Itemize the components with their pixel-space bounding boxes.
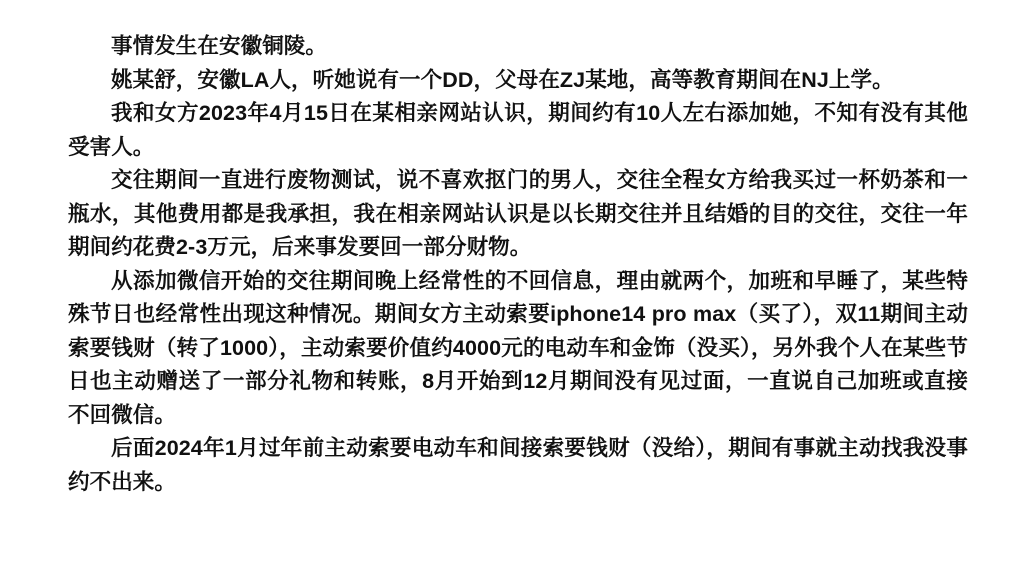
- paragraph-4: 交往期间一直进行废物测试，说不喜欢抠门的男人，交往全程女方给我买过一杯奶茶和一瓶水，其他费用都是我承担，我在相亲网站认识是以长期交往并且结婚的目的交往，交往一年期间约花费2-3万元，后来事发要回一部分财物。: [68, 168, 968, 259]
- paragraph-6: 后面2024年1月过年前主动索要电动车和间接索要钱财（没给），期间有事就主动找我没事约不出来。: [68, 436, 968, 494]
- paragraph-2: 姚某舒，安徽LA人，听她说有一个DD，父母在ZJ某地，高等教育期间在NJ上学。: [111, 67, 894, 92]
- paragraph-1: 事情发生在安徽铜陵。: [111, 34, 328, 58]
- paragraph-3: 我和女方2023年4月15日在某相亲网站认识，期间约有10人左右添加她，不知有没有其他受害人。: [68, 101, 968, 159]
- document-text-block: [68, 30, 968, 499]
- paragraph-5: 从添加微信开始的交往期间晚上经常性的不回信息，理由就两个，加班和早睡了，某些特殊节日也经常性出现这种情况。期间女方主动索要iphone14 pro max（买了），双11期间主动索要钱财（转了1000），主动索要价值约4000元的电动车和金饰（没买），另外我个人在某些节日也主动赠送了一部分礼物和转账，8月开始到12月期间没有见过面，一直说自己加班或直接不回微信。: [68, 268, 968, 427]
